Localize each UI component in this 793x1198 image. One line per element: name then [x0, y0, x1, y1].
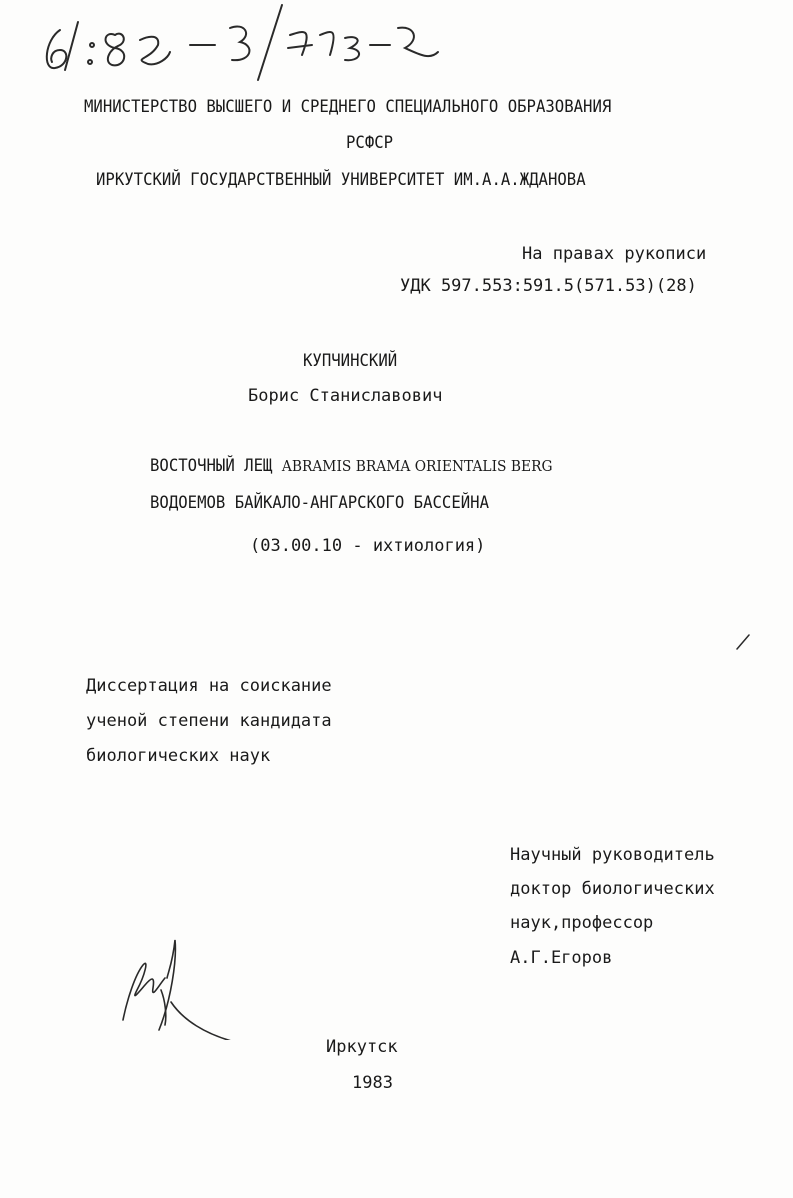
specialty-code: (03.00.10 - ихтиология): [250, 536, 486, 556]
ministry-line: МИНИСТЕРСТВО ВЫСШЕГО И СРЕДНЕГО СПЕЦИАЛЬНОГО ОБРАЗОВАНИЯ: [84, 97, 612, 117]
dissertation-line-1: Диссертация на соискание: [86, 676, 332, 696]
supervisor-line-1: Научный руководитель: [510, 845, 715, 865]
pen-mark: [734, 632, 754, 652]
author-given-names: Борис Станиславович: [248, 386, 443, 406]
supervisor-line-4: А.Г.Егоров: [510, 948, 613, 968]
supervisor-line-3: наук,профессор: [510, 913, 654, 933]
title-russian: ВОСТОЧНЫЙ ЛЕЩ: [150, 456, 273, 476]
title-line-1: [150, 456, 553, 476]
udc-code: УДК 597.553:591.5(571.53)(28): [400, 276, 697, 296]
signature: [115, 930, 265, 1040]
place: Иркутск: [326, 1037, 398, 1057]
manuscript-rights: На правах рукописи: [522, 244, 707, 264]
dissertation-line-2: ученой степени кандидата: [86, 711, 332, 731]
university-line: ИРКУТСКИЙ ГОСУДАРСТВЕННЫЙ УНИВЕРСИТЕТ ИМ.А.А.ЖДАНОВА: [96, 170, 586, 190]
dissertation-line-3: биологических наук: [86, 746, 271, 766]
title-line-2: ВОДОЕМОВ БАЙКАЛО-АНГАРСКОГО БАССЕЙНА: [150, 493, 489, 513]
republic-line: РСФСР: [346, 133, 394, 153]
title-latin: ABRAMIS BRAMA ORIENTALIS BERG: [281, 457, 553, 475]
author-surname: КУПЧИНСКИЙ: [303, 351, 398, 371]
supervisor-line-2: доктор биологических: [510, 879, 715, 899]
year: 1983: [352, 1073, 393, 1093]
archive-mark-handwriting: [20, 0, 440, 90]
